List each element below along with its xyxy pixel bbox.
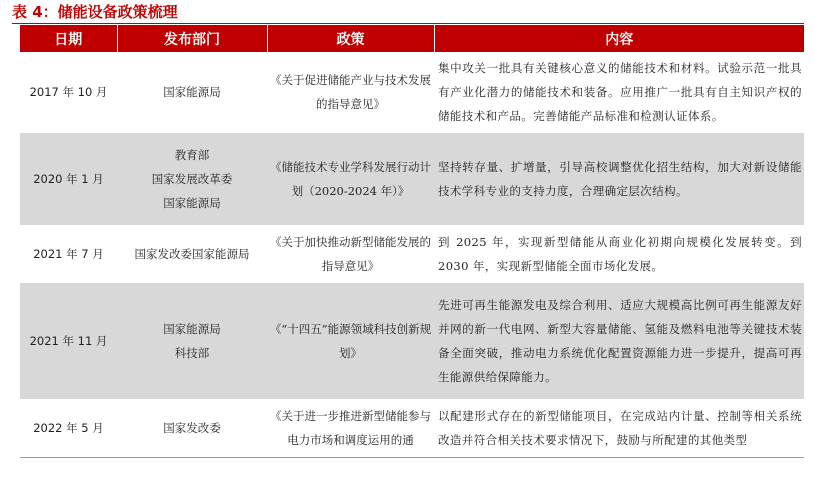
table-row — [20, 400, 804, 457]
table-row — [20, 133, 804, 226]
row-content: 先进可再生能源发电及综合利用、适应大规模高比例可再生能源友好并网的新一代电网、新型大容量储能、氢能及燃料电池等关键技术装备全面突破，推动电力系统优化配置资源能力进一步提升，提高可再生能源供给保障能力。 — [434, 283, 804, 400]
dept-name: 国家发改委国家能源局 — [134, 247, 250, 261]
row-policy: 《关于加快推动新型储能发展的指导意见》 — [267, 226, 434, 283]
row-policy: 《储能技术专业学科发展行动计划（2020-2024 年）》 — [267, 133, 434, 226]
row-content: 到 2025 年，实现新型储能从商业化初期向规模化发展转变。到 2030 年，实现新型储能全面市场化发展。 — [434, 226, 804, 283]
row-policy: 《关于进一步推进新型储能参与电力市场和调度运用的通 — [267, 400, 434, 457]
title-underline — [12, 23, 804, 24]
table-title: 表 4：储能设备政策梳理 — [12, 3, 178, 21]
header-dept: 发布部门 — [117, 25, 267, 52]
row-dept — [117, 283, 267, 400]
dept-name: 科技部 — [174, 346, 210, 360]
row-content: 集中攻关一批具有关键核心意义的储能技术和材料。试验示范一批具有产业化潜力的储能技术和装备。应用推广一批具有自主知识产权的储能技术和产品。完善储能产品标准和检测认证体系。 — [434, 52, 804, 133]
header-policy: 政策 — [267, 25, 434, 52]
table-row — [20, 283, 804, 400]
dept-name: 国家发展改革委 — [151, 172, 233, 186]
dept-name: 国家能源局 — [163, 85, 221, 99]
policy-table — [20, 25, 804, 457]
row-dept — [117, 400, 267, 457]
dept-name: 国家能源局 — [163, 322, 221, 336]
row-content: 坚持转存量、扩增量，引导高校调整优化招生结构，加大对新设储能技术学科专业的支持力度，合理确定层次结构。 — [434, 133, 804, 226]
row-date: 2017 年 10 月 — [20, 52, 117, 133]
row-date: 2021 年 7 月 — [20, 226, 117, 283]
table-row — [20, 226, 804, 283]
row-date: 2021 年 11 月 — [20, 283, 117, 400]
row-date: 2022 年 5 月 — [20, 400, 117, 457]
row-dept — [117, 52, 267, 133]
row-policy: 《“十四五”能源领域科技创新规划》 — [267, 283, 434, 400]
dept-name: 教育部 — [174, 148, 210, 162]
row-date: 2020 年 1 月 — [20, 133, 117, 226]
dept-name: 国家能源局 — [163, 196, 221, 210]
row-dept — [117, 133, 267, 226]
header-date: 日期 — [20, 25, 117, 52]
header-row — [20, 25, 804, 52]
row-policy: 《关于促进储能产业与技术发展的指导意见》 — [267, 52, 434, 133]
dept-name: 国家发改委 — [163, 421, 221, 435]
row-dept — [117, 226, 267, 283]
header-content: 内容 — [434, 25, 804, 52]
row-content: 以配建形式存在的新型储能项目，在完成站内计量、控制等相关系统改造并符合相关技术要求情况下，鼓励与所配建的其他类型 — [434, 400, 804, 457]
table-row — [20, 52, 804, 133]
bottom-rule — [20, 457, 804, 458]
